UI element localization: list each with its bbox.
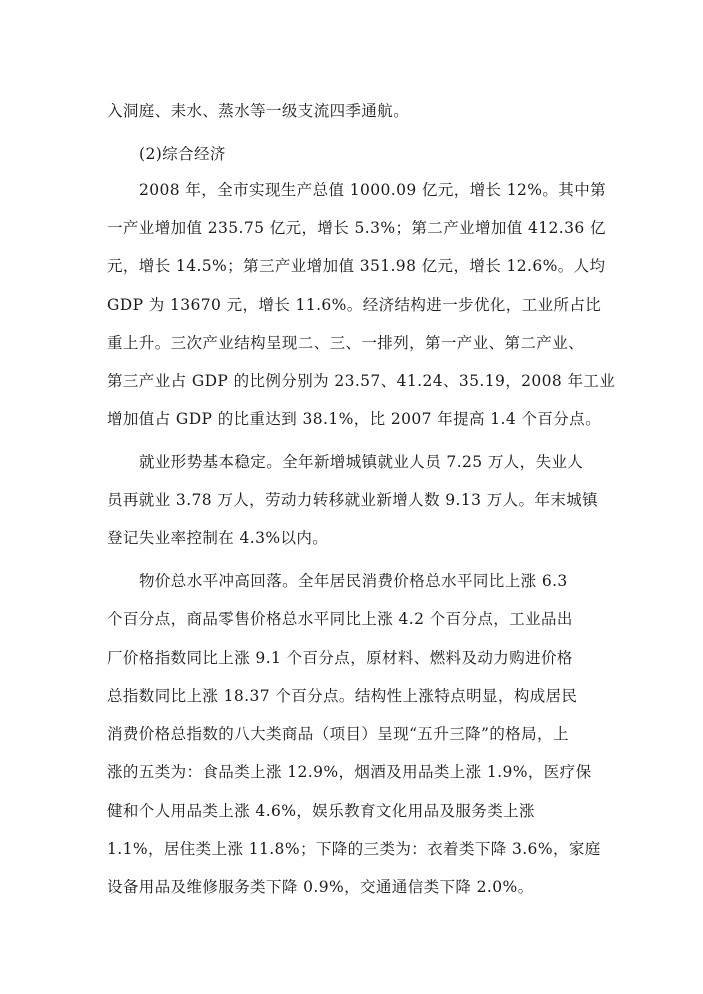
text-line: 登记失业率控制在 4.3%以内。: [107, 529, 329, 547]
text-line: 第三产业占 GDP 的比例分别为 23.57、41.24、35.19，2008 年工业: [107, 372, 616, 390]
text-line: 元，增长 14.5%；第三产业增加值 351.98 亿元，增长 12.6%。人均: [107, 257, 606, 275]
text-line: 设备用品及维修服务类下降 0.9%，交通通信类下降 2.0%。: [107, 878, 534, 896]
text-line: 涨的五类为：食品类上涨 12.9%，烟酒及用品类上涨 1.9%，医疗保: [107, 763, 592, 781]
text-line: 个百分点，商品零售价格总水平同比上涨 4.2 个百分点，工业品出: [107, 610, 573, 628]
text-line: 1.1%，居住类上涨 11.8%；下降的三类为：衣着类下降 3.6%，家庭: [107, 840, 601, 858]
text-line: 入洞庭、耒水、蒸水等一级支流四季通航。: [107, 102, 410, 120]
text-line: 健和个人用品类上涨 4.6%，娱乐教育文化用品及服务类上涨: [107, 802, 535, 820]
text-line: 厂价格指数同比上涨 9.1 个百分点，原材料、燃料及动力购进价格: [107, 649, 573, 667]
text-line: 一产业增加值 235.75 亿元，增长 5.3%；第二产业增加值 412.36 亿: [107, 219, 606, 237]
text-line: 物价总水平冲高回落。全年居民消费价格总水平同比上涨 6.3: [139, 572, 568, 590]
text-line: 消费价格总指数的八大类商品（项目）呈现“五升三降”的格局，上: [107, 725, 569, 743]
text-line: 员再就业 3.78 万人，劳动力转移就业新增人数 9.13 万人。年末城镇: [107, 491, 599, 509]
text-line: 重上升。三次产业结构呈现二、三、一排列，第一产业、第二产业、: [107, 334, 585, 352]
text-line: GDP 为 13670 元，增长 11.6%。经济结构进一步优化，工业所占比: [107, 296, 602, 314]
text-line: 就业形势基本稳定。全年新增城镇就业人员 7.25 万人，失业人: [139, 453, 584, 471]
text-line: 2008 年，全市实现生产总值 1000.09 亿元，增长 12%。其中第: [139, 181, 607, 199]
section-heading: (2)综合经济: [139, 145, 226, 163]
text-line: 增加值占 GDP 的比重达到 38.1%，比 2007 年提高 1.4 个百分点。: [107, 410, 601, 428]
text-line: 总指数同比上涨 18.37 个百分点。结构性上涨特点明显，构成居民: [107, 687, 578, 705]
